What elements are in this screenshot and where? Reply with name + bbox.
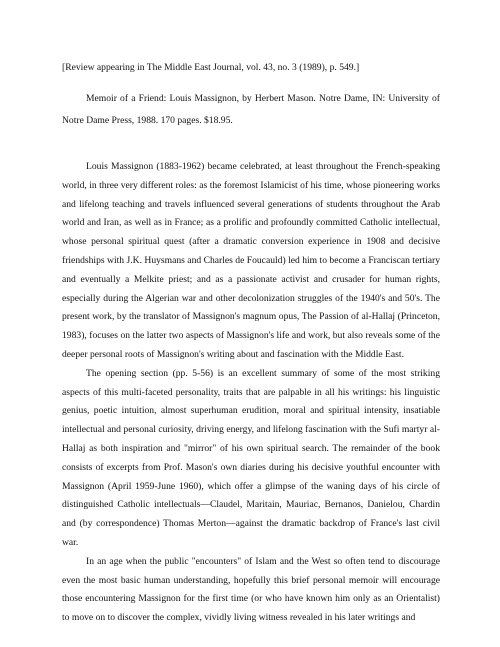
body-paragraph: Louis Massignon (1883-1962) became celebrated, at least throughout the French-speaking world, in three very different roles: as the foremost Islamicist of his time, whose pioneering works and lifelong teaching and travels influenced several generations of students throughout the Arab world and Iran, as well as in France; as a prolific and profoundly committed Catholic intellectual, whose personal spiritual quest (after a dramatic conversion experience in 1908 and decisive friendships with J.K. Huysmans and Charles de Foucauld) led him to become a Franciscan tertiary and eventually a Melkite priest; and as a passionate activist and crusader for human rights, especially during the Algerian war and other decolonization struggles of the 1940's and 50's. The present work, by the translator of Massignon's magnum opus, The Passion of al-Hallaj (Princeton, 1983), focuses on the latter two aspects of Massignon's life and work, but also reveals some of the deeper personal roots of Massignon's writing about and fascination with the Middle East. [62,161,440,360]
body-paragraph: The opening section (pp. 5-56) is an excellent summary of some of the most striking aspects of this multi-faceted personality, traits that are palpable in all his writings: his linguistic genius, poetic intuition, almost superhuman erudition, moral and spiritual intensity, insatiable intellectual and personal curiosity, driving energy, and lifelong fascination with the Sufi martyr al-Hallaj as both inspiration and "mirror" of his own spiritual search. The remainder of the book consists of excerpts from Prof. Mason's own diaries during his decisive youthful encounter with Massignon (April 1959-June 1960), which offer a glimpse of the waning days of his circle of distinguished Catholic intellectuals—Claudel, Maritain, Mauriac, Bernanos, Danielou, Chardin and (by correspondence) Thomas Merton—against the dramatic backdrop of France's last civil war. [62,367,440,548]
review-citation: [Review appearing in The Middle East Journal, vol. 43, no. 3 (1989), p. 549.] [62,62,360,73]
document-page [62,62,440,628]
book-bibliography: Memoir of a Friend: Louis Massignon, by Herbert Mason. Notre Dame, IN: University of Notre Dame Press, 1988. 170 pages. $18.95. [62,93,440,126]
body-paragraph: In an age when the public "encounters" of Islam and the West so often tend to discourage even the most basic human understanding, hopefully this brief personal memoir will encourage those encountering Massignon for the first time (or who have known him only as an Orientalist) to move on to discover the complex, vividly living witness revealed in his later writings and [62,555,440,624]
